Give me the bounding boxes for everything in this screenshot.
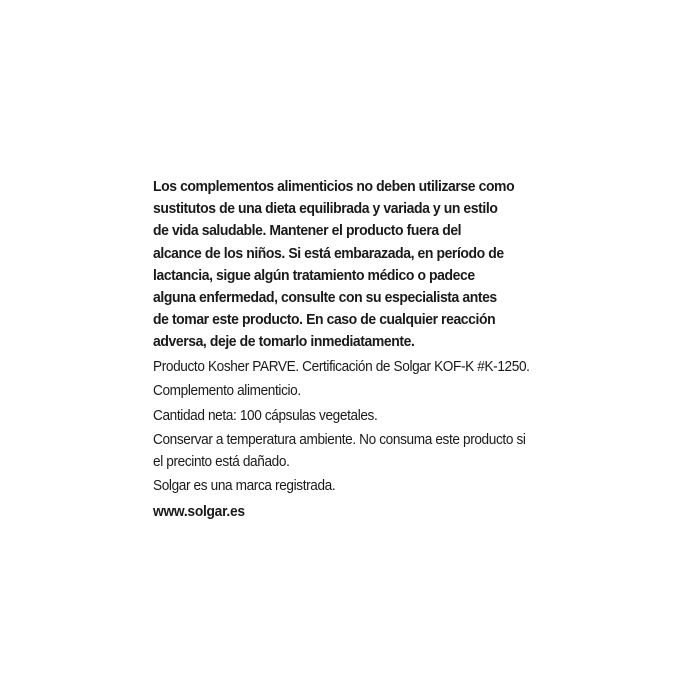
warning-line: alcance de los niños. Si está embarazada, en período de [153, 244, 504, 262]
warning-line: sustitutos de una dieta equilibrada y variada y un estilo [153, 200, 498, 218]
supplement-type: Complemento alimenticio. [153, 383, 301, 400]
kosher-certification: Producto Kosher PARVE. Certificación de Solgar KOF-K #K-1250. [153, 358, 530, 375]
warning-line: lactancia, sigue algún tratamiento médico o padece [153, 266, 475, 284]
warning-line: Los complementos alimenticios no deben utilizarse como [153, 178, 515, 195]
warning-line: alguna enfermedad, consulte con su especialista antes [153, 289, 497, 307]
warning-line: de tomar este producto. En caso de cualquier reacción [153, 311, 496, 329]
net-quantity: Cantidad neta: 100 cápsulas vegetales. [153, 407, 378, 424]
storage-line: Conservar a temperatura ambiente. No consuma este producto si [153, 432, 526, 449]
warning-line: de vida saludable. Mantener el producto fuera del [153, 222, 462, 240]
warning-paragraph [153, 176, 549, 354]
trademark-notice: Solgar es una marca registrada. [153, 478, 336, 495]
storage-instructions [153, 430, 549, 473]
warning-line: adversa, deje de tomarlo inmediatamente. [153, 333, 415, 351]
website-url: www.solgar.es [153, 502, 245, 520]
label-text-block [153, 176, 573, 523]
storage-line: el precinto está dañado. [153, 453, 290, 470]
